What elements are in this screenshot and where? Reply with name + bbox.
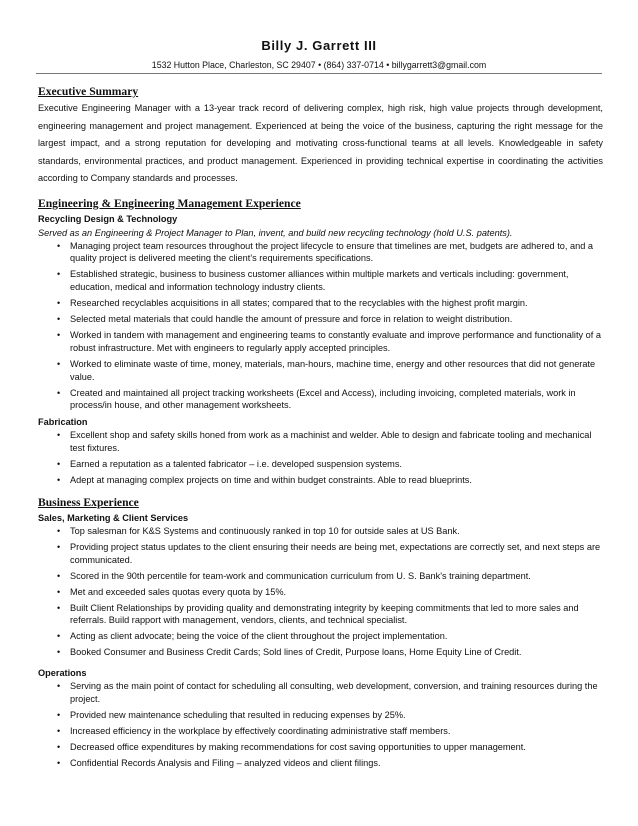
- bullet-item: [57, 541, 603, 567]
- bullet-item: [57, 630, 603, 643]
- bullet-dot-icon: •: [57, 586, 61, 597]
- bullet-text: Serving as the main point of contact for scheduling all consulting, web development, conversion, and training resources during the project.: [70, 681, 598, 705]
- bullet-text: Established strategic, business to business customer alliances within multiple markets and verticals including: government, education, medical and information technology industry clients.: [70, 269, 569, 293]
- bullet-text: Met and exceeded sales quotas every quota by 15%.: [70, 586, 287, 597]
- bullet-item: [57, 570, 603, 583]
- bullet-dot-icon: •: [57, 541, 61, 552]
- bullet-text: Acting as client advocate; being the voice of the client throughout the project implementation.: [70, 631, 448, 642]
- business-heading: Business Experience: [38, 496, 139, 509]
- bullet-dot-icon: •: [57, 526, 61, 536]
- recycling-bullet-list: [38, 240, 603, 413]
- bullet-text: Booked Consumer and Business Credit Cards; Sold lines of Credit, Purpose loans, Home Equity Line of Credit.: [70, 647, 522, 658]
- recycling-subheading: Recycling Design & Technology: [38, 213, 178, 224]
- bullet-text: Selected metal materials that could handle the amount of pressure and force in relation to weight distribution.: [70, 314, 513, 325]
- bullet-item: [57, 474, 603, 487]
- sales-bullet-list: [38, 525, 603, 659]
- bullet-text: Earned a reputation as a talented fabricator – i.e. developed suspension systems.: [70, 459, 402, 470]
- bullet-dot-icon: •: [57, 314, 61, 325]
- bullet-item: [57, 709, 603, 722]
- bullet-text: Researched recyclables acquisitions in all states; compared that to the recyclables with the highest profit margin.: [70, 298, 528, 309]
- bullet-item: [57, 268, 603, 294]
- bullet-item: [57, 757, 603, 770]
- resume-body: [38, 82, 603, 773]
- header-divider: [36, 73, 602, 74]
- bullet-text: Worked in tandem with management and engineering teams to constantly evaluate and improve performance and functionality of a robust infrastructure. Met with engineers to regularly apply accepted principles.: [70, 329, 601, 353]
- bullet-dot-icon: •: [57, 459, 61, 470]
- bullet-dot-icon: •: [57, 631, 61, 642]
- bullet-text: Created and maintained all project tracking worksheets (Excel and Access), including invoicing, completed materials, work in process/in house, and other management worksheets.: [70, 387, 576, 411]
- bullet-item: [57, 680, 603, 706]
- bullet-text: Scored in the 90th percentile for team-work and communication curriculum from U. S. Bank's training department.: [70, 570, 531, 581]
- bullet-item: [57, 429, 603, 455]
- bullet-dot-icon: •: [57, 329, 61, 340]
- bullet-text: Built Client Relationships by providing quality and demonstrating integrity by keeping commitments that led to more sales and referrals. Build rapport with management, vendors, clients, and technical specialist.: [70, 602, 579, 626]
- bullet-dot-icon: •: [57, 387, 61, 398]
- bullet-text: Top salesman for K&S Systems and continuously ranked in top 10 for outside sales at US Bank.: [70, 526, 460, 536]
- contact-line: 1532 Hutton Place, Charleston, SC 29407 • (864) 337-0714 • billygarrett3@gmail.com: [151, 60, 487, 70]
- engineering-heading: Engineering & Engineering Management Experience: [38, 196, 301, 210]
- bullet-text: Excellent shop and safety skills honed from work as a machinist and welder. Able to design and fabricate tooling and mechanical test fixtures.: [70, 430, 592, 454]
- bullet-item: [57, 297, 603, 310]
- bullet-item: [57, 358, 603, 384]
- bullet-dot-icon: •: [57, 602, 61, 613]
- bullet-item: [57, 725, 603, 738]
- bullet-text: Provided new maintenance scheduling that resulted in reducing expenses by 25%.: [70, 709, 406, 720]
- bullet-text: Providing project status updates to the client ensuring their needs are being met, expectations are correctly set, and next steps are communicated.: [70, 541, 601, 565]
- operations-bullet-list: [38, 680, 603, 769]
- bullet-text: Managing project team resources throughout the project lifecycle to ensure that timelines are met, budgets are adhered to, and a quality project is delivered meeting the client’s requirements specifications.: [70, 240, 593, 264]
- bullet-dot-icon: •: [57, 647, 61, 658]
- bullet-text: Decreased office expenditures by making recommendations for cost saving opportunities to upper management.: [70, 741, 526, 752]
- operations-subheading: Operations: [38, 668, 87, 679]
- bullet-item: [57, 646, 603, 659]
- bullet-dot-icon: •: [57, 298, 61, 309]
- fabrication-bullet-list: [38, 429, 603, 487]
- bullet-item: [57, 586, 603, 599]
- served-as-line: Served as an Engineering & Project Manager to Plan, invent, and build new recycling technology (hold U.S. patents).: [38, 227, 513, 238]
- bullet-item: [57, 602, 603, 628]
- bullet-item: [57, 741, 603, 754]
- bullet-text: Worked to eliminate waste of time, money, materials, man-hours, machine time, energy and other resources that did not generate value.: [70, 358, 596, 382]
- bullet-text: Confidential Records Analysis and Filing – analyzed videos and client filings.: [70, 757, 381, 768]
- bullet-dot-icon: •: [57, 430, 61, 441]
- bullet-dot-icon: •: [57, 709, 61, 720]
- bullet-item: [57, 458, 603, 471]
- bullet-dot-icon: •: [57, 475, 61, 486]
- bullet-dot-icon: •: [57, 681, 61, 692]
- bullet-item: [57, 313, 603, 326]
- bullet-text: Increased efficiency in the workplace by effectively coordinating administrative staff members.: [70, 725, 451, 736]
- bullet-item: [57, 329, 603, 355]
- bullet-item: [57, 240, 603, 266]
- bullet-dot-icon: •: [57, 741, 61, 752]
- summary-heading: Executive Summary: [38, 85, 139, 98]
- bullet-item: [57, 387, 603, 413]
- fabrication-subheading: Fabrication: [38, 417, 88, 428]
- bullet-dot-icon: •: [57, 269, 61, 280]
- sales-subheading: Sales, Marketing & Client Services: [38, 513, 189, 523]
- bullet-dot-icon: •: [57, 757, 61, 768]
- candidate-name: Billy J. Garrett III: [261, 38, 377, 53]
- bullet-text: Adept at managing complex projects on time and within budget constraints. Able to read blueprints.: [70, 475, 472, 486]
- bullet-dot-icon: •: [57, 240, 61, 251]
- summary-text: Executive Engineering Manager with a 13-year track record of delivering complex, high risk, high value projects through development, engineering management and project management. Experienced at being the voice of the business, capturing the right message for the largest impact, and a strong reputation for developing and motivating cross-functional teams at all levels. Knowledgeable in safety standards, environmental practices, and product management. Experienced in providing technical expertise in coordinating the activities according to Company standards and processes.: [38, 103, 603, 183]
- bullet-dot-icon: •: [57, 725, 61, 736]
- bullet-dot-icon: •: [57, 570, 61, 581]
- bullet-item: [57, 525, 603, 538]
- bullet-dot-icon: •: [57, 358, 61, 369]
